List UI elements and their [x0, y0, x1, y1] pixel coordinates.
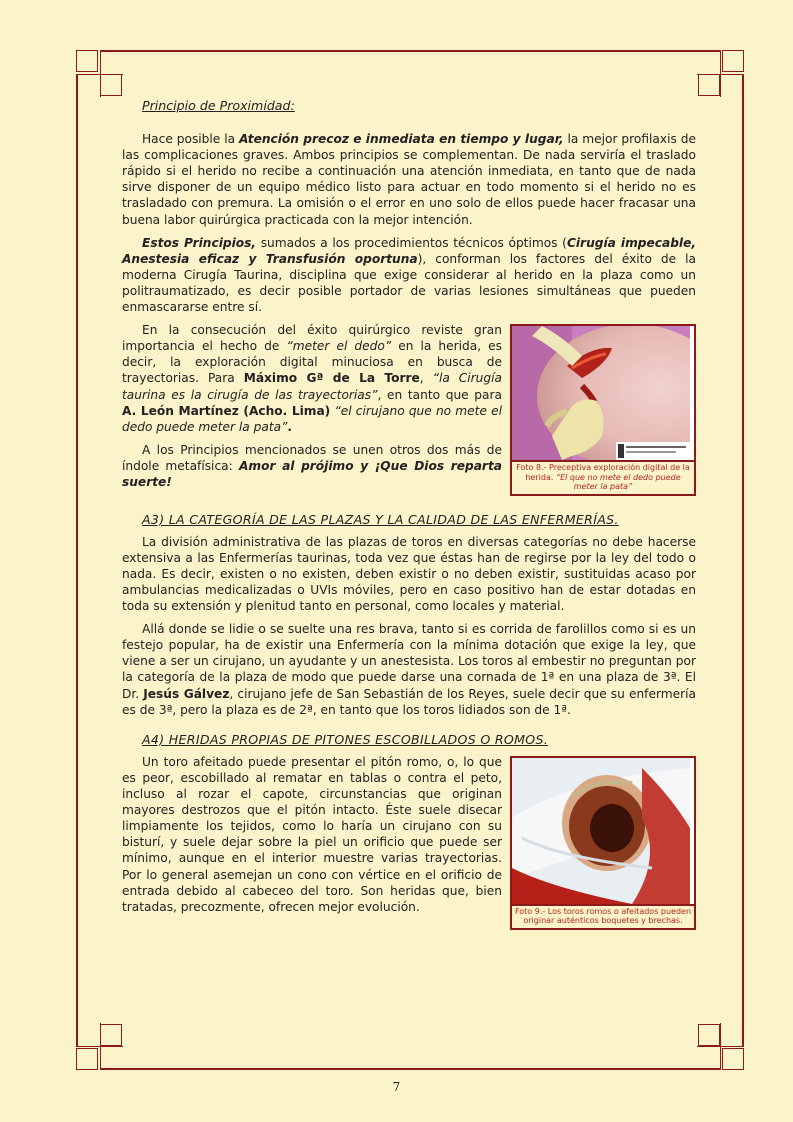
heading-colon: : — [290, 98, 295, 113]
text: en la herida, es decir, la exploración digital minuciosa en busca de trayectorias. Para — [122, 339, 502, 386]
paragraph-division-administrativa: La división administrativa de las plazas de toros en diversas categorías no debe hacerse extensiva a las Enfermerías taurinas, toda vez que éstas han de regirse por la ley del todo o nada. Es decir, existen o no existen, deben existir o no deben existir, sustituidas acaso por ambulancias medicalizadas o UVIs móviles, pero en caso positivo han de estar dotadas en toda su extensión y plenitud tanto en personal, como locales y material. — [122, 534, 696, 614]
page-number: 7 — [392, 1080, 401, 1094]
paragraph-toro-afeitado: Un toro afeitado puede presentar el pitón romo, o, lo que es peor, escobillado al rematar en tablas o contra el peto, incluso al rozar el capote, circunstancias que originan mayores destrozos que el pitón intacto. Éste suele disecar limpiamente los tejidos, como lo haría un cirujano con su bisturí, y suele dejar sobre la piel un orificio que puede ser mínimo, aunque en el interior muestre varias trayectorias. Por lo general asemejan un cono con vértice en el orificio de entrada debido al cabeceo del toro. Son heridas que, bien tratadas, precozmente, ofrecen mejor evolución. — [122, 754, 502, 914]
heading-text: Principio de Proximidad — [142, 98, 291, 113]
photo-9-caption: Foto 9.- Los toros romos o afeitados pueden originar auténticos boquetes y brechas. — [512, 904, 694, 928]
emphasis: Atención precoz e inmediata en tiempo y lugar, — [239, 132, 564, 147]
photo-8-caption — [512, 460, 694, 494]
text: Allá donde se lidie o se suelte una res brava, tanto si es corrida de farolillos como si es un festejo popular, ha de existir una Enfermería con la mínima dotación que exige la ley, que viene a ser un cirujano, un ayudante y un anestesista. Los toros al embestir no preguntan por la categoría de la plaza de modo que puede darse una cornada de 1ª en una plaza de 3ª. El Dr. — [122, 622, 696, 701]
quote: “el cirujano que no mete el dedo puede meter la pata” — [122, 403, 502, 434]
heading-a4: A4) HERIDAS PROPIAS DE PITONES ESCOBILLADOS O ROMOS. — [142, 731, 549, 747]
quote: “la Cirugía taurina es la cirugía de las trayectorias” — [122, 371, 502, 402]
quote: “meter el dedo” — [286, 339, 392, 354]
paragraph-atencion-precoz — [122, 131, 696, 228]
text: ), conforman los factores del éxito de la moderna Cirugía Taurina, disciplina que exige considerar al herido en la plaza como un politraumatizado, es decir posible portador de varias lesiones simultáneas que pueden enmascararse entre sí. — [122, 251, 696, 315]
heading-a3: A3) LA CATEGORÍA DE LAS PLAZAS Y LA CALIDAD DE LAS ENFERMERÍAS. — [142, 511, 619, 527]
author-name: Jesús Gálvez — [143, 686, 230, 701]
text: , en tanto que para — [377, 387, 502, 402]
photo-8-image — [512, 326, 690, 460]
emphasis: Amor al prójimo y ¡Que Dios reparta suerte! — [122, 458, 502, 489]
paragraph-estos-principios — [122, 235, 696, 315]
text: , cirujano jefe de San Sebastián de los Reyes, suele decir que su enfermería es de 3ª, pero la plaza es de 2ª, en tanto que los toros lidiados son de 1ª. — [122, 686, 696, 717]
text: Hace posible la — [142, 132, 239, 147]
photo-9 — [510, 756, 696, 930]
emphasis: Cirugía impecable, Anestesia eficaz y Transfusión oportuna — [122, 235, 697, 266]
paragraph-alla-donde — [122, 621, 696, 718]
wound-exploration-illustration — [512, 326, 690, 460]
text: , — [419, 371, 433, 386]
text: En la consecución del éxito quirúrgico reviste gran importancia el hecho de — [122, 323, 502, 354]
text: sumados a los procedimientos técnicos óptimos ( — [256, 235, 567, 250]
photo-9-image — [512, 758, 690, 904]
text: la mejor profilaxis de las complicaciones graves. Ambos principios se complementan. De nada serviría el traslado rápido si el herido no recibe a continuación una atención inmediata, en tanto que de nada sirve disponer de un equipo médico listo para actuar en todo momento si el herido no es trasladado con premura. La omisión o el error en uno solo de ellos puede hacer fracasar una buena labor quirúrgica practicada con la mejor intención. — [122, 132, 696, 227]
author-name: A. León Martínez (Acho. Lima) — [122, 403, 331, 418]
heading-principio-proximidad — [142, 98, 696, 114]
text: A los Principios mencionados se unen otros dos más de índole metafísica: — [122, 442, 502, 473]
emphasis: Estos Principios, — [142, 235, 257, 250]
page-content — [122, 98, 696, 934]
caption-quote: “El que no mete el dedo puede meter la pata” — [555, 472, 681, 492]
caption-text: Foto 8.- Preceptiva exploración digital de la herida. — [516, 463, 690, 482]
text: . — [287, 419, 293, 434]
wound-illustration — [512, 758, 690, 904]
author-name: Máximo Gª de La Torre — [243, 371, 420, 386]
photo-8 — [510, 324, 696, 496]
